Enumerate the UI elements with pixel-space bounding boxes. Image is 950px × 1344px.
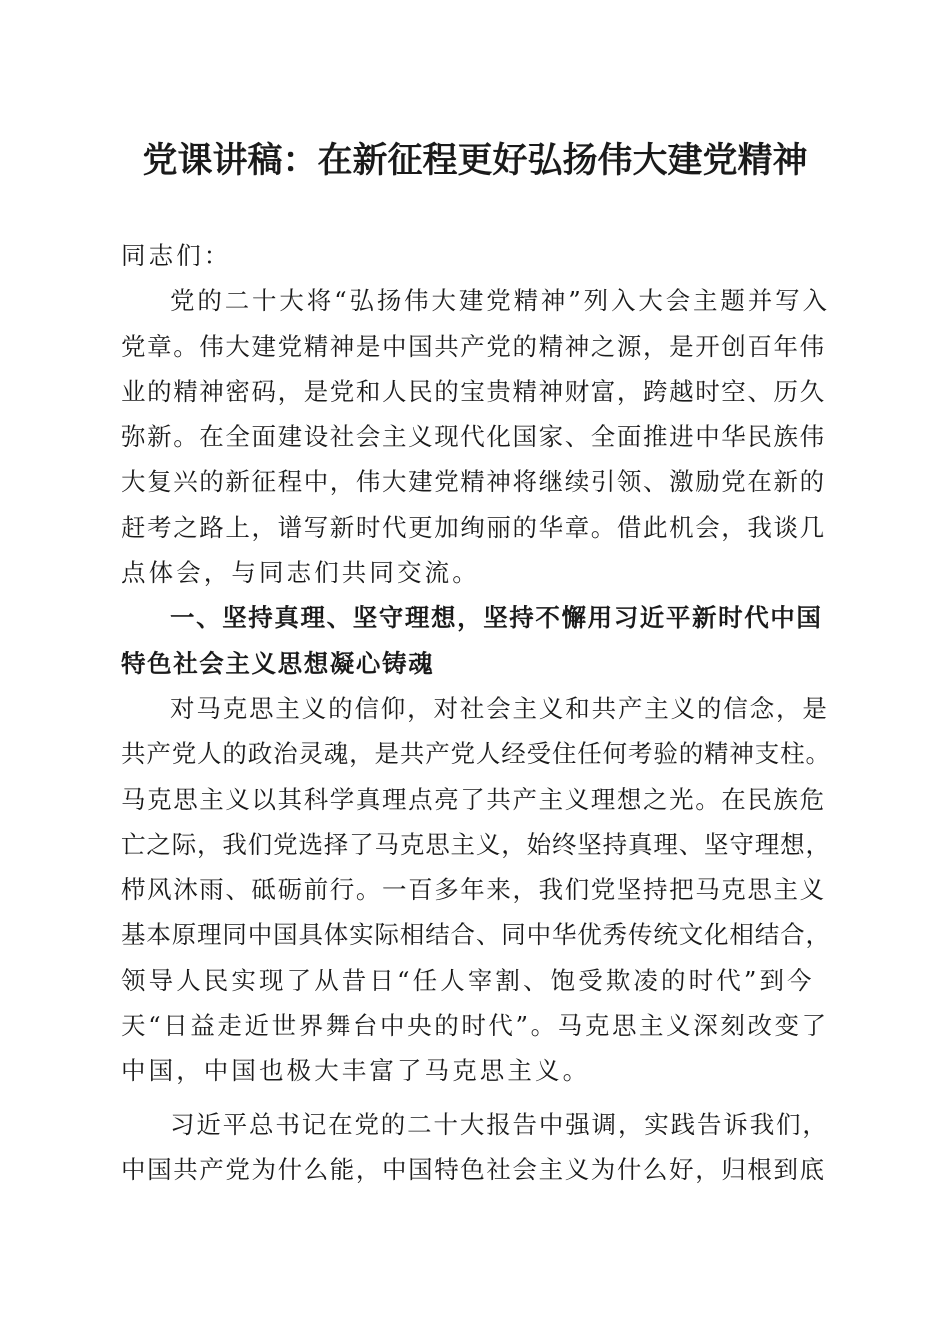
paragraph-line: 中国共产党为什么能，中国特色社会主义为什么好，归根到底 — [121, 1154, 826, 1184]
paragraph-line: 中国，中国也极大丰富了马克思主义。 — [121, 1056, 591, 1086]
paragraph-line: 赶考之路上，谱写新时代更加绚丽的华章。借此机会，我谈几 — [121, 512, 826, 542]
section-heading: 特色社会主义思想凝心铸魂 — [121, 648, 435, 678]
paragraph-line: 共产党人的政治灵魂，是共产党人经受住任何考验的精神支柱。 — [121, 739, 831, 769]
paragraph-line: 党的二十大将“弘扬伟大建党精神”列入大会主题并写入 — [170, 286, 830, 316]
document-title: 党课讲稿：在新征程更好弘扬伟大建党精神 — [142, 140, 808, 181]
paragraph-line: 习近平总书记在党的二十大报告中强调，实践告诉我们， — [170, 1109, 829, 1139]
paragraph-line: 基本原理同中国具体实际相结合、同中华优秀传统文化相结合， — [121, 920, 831, 950]
paragraph-line: 天“日益走近世界舞台中央的时代”。马克思主义深刻改变了 — [121, 1011, 829, 1041]
paragraph-line: 点体会，与同志们共同交流。 — [121, 558, 480, 588]
salutation: 同志们： — [121, 241, 232, 270]
paragraph-line: 对马克思主义的信仰，对社会主义和共产主义的信念，是 — [170, 693, 829, 723]
paragraph-line: 栉风沐雨、砥砺前行。一百多年来，我们党坚持把马克思主义 — [121, 875, 826, 905]
paragraph-line: 弥新。在全面建设社会主义现代化国家、全面推进中华民族伟 — [121, 422, 826, 452]
paragraph-line: 党章。伟大建党精神是中国共产党的精神之源，是开创百年伟 — [121, 331, 826, 361]
paragraph-line: 马克思主义以其科学真理点亮了共产主义理想之光。在民族危 — [121, 784, 826, 814]
section-heading: 一、坚持真理、坚守理想，坚持不懈用习近平新时代中国 — [170, 603, 823, 633]
paragraph-line: 领导人民实现了从昔日“任人宰割、饱受欺凌的时代”到今 — [121, 965, 815, 995]
paragraph-line: 业的精神密码，是党和人民的宝贵精神财富，跨越时空、历久 — [121, 376, 826, 406]
paragraph-line: 亡之际，我们党选择了马克思主义，始终坚持真理、坚守理想， — [121, 829, 831, 859]
document-body — [121, 233, 831, 1192]
paragraph-line: 大复兴的新征程中，伟大建党精神将继续引领、激励党在新的 — [121, 467, 826, 497]
